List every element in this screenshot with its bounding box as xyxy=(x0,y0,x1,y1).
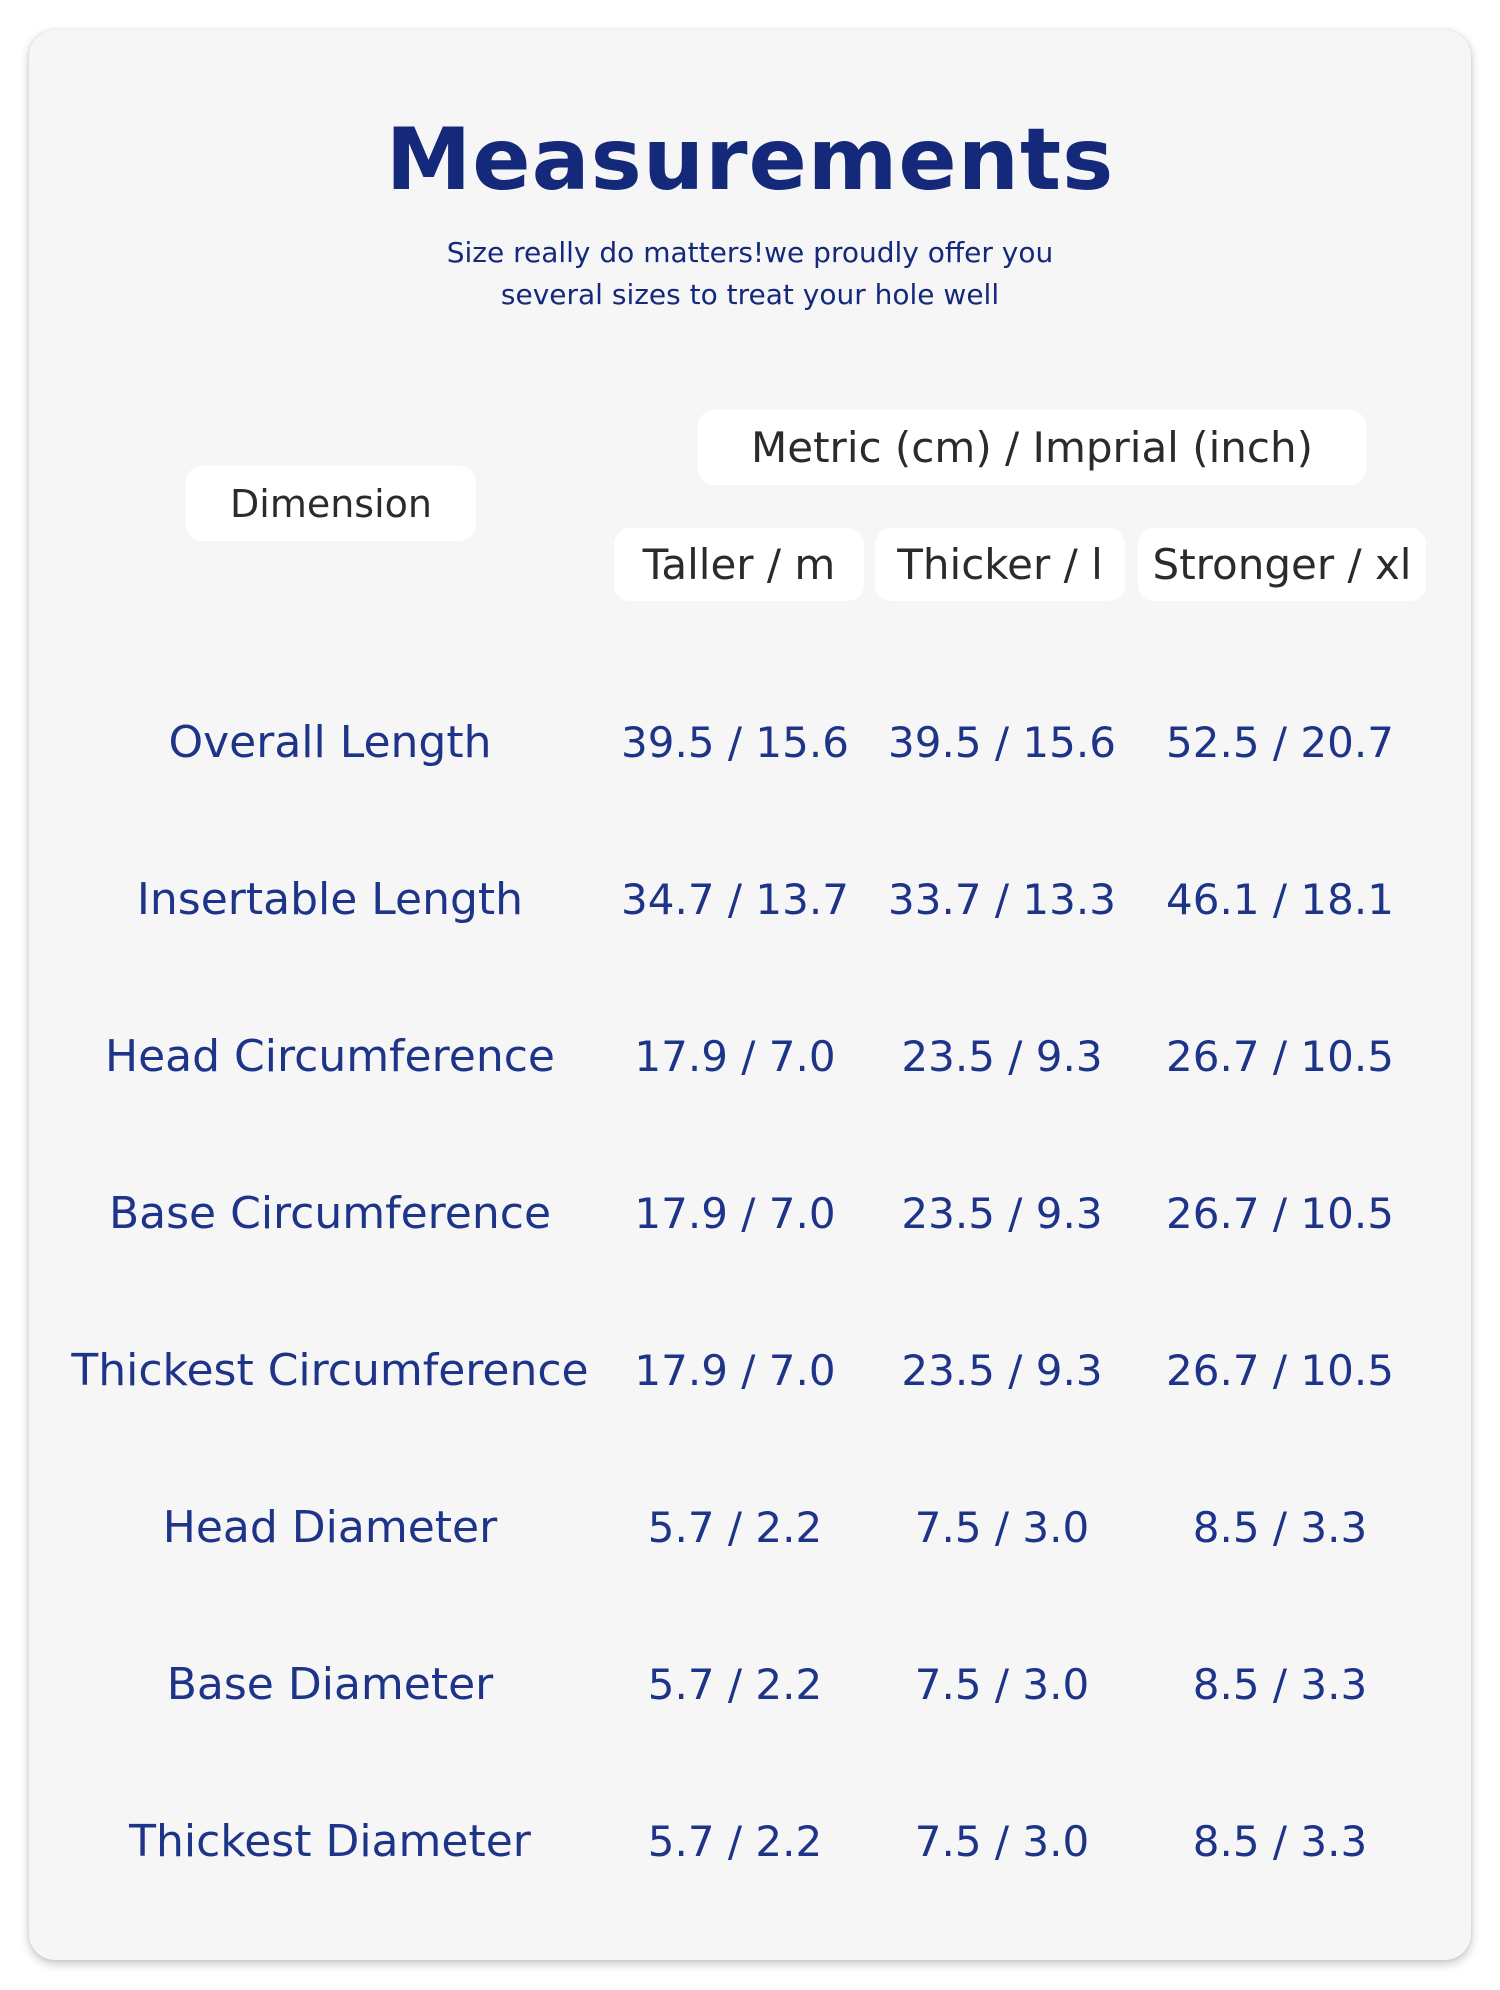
value-thicker: 23.5 / 9.3 xyxy=(901,1188,1103,1238)
table-row xyxy=(0,1801,1500,1881)
page-title: Measurements xyxy=(385,110,1115,210)
row-label: Overall Length xyxy=(168,716,492,768)
value-thicker: 7.5 / 3.0 xyxy=(914,1502,1090,1552)
value-thicker: 7.5 / 3.0 xyxy=(914,1659,1090,1709)
value-taller: 17.9 / 7.0 xyxy=(634,1031,836,1081)
value-taller: 5.7 / 2.2 xyxy=(647,1659,823,1709)
value-stronger: 8.5 / 3.3 xyxy=(1192,1502,1368,1552)
value-taller: 34.7 / 13.7 xyxy=(621,874,849,924)
value-stronger: 8.5 / 3.3 xyxy=(1192,1659,1368,1709)
value-thicker: 23.5 / 9.3 xyxy=(901,1345,1103,1395)
row-label: Insertable Length xyxy=(136,873,524,925)
value-taller: 17.9 / 7.0 xyxy=(634,1345,836,1395)
value-taller: 5.7 / 2.2 xyxy=(647,1816,823,1866)
table-row xyxy=(0,1016,1500,1096)
value-thicker: 23.5 / 9.3 xyxy=(901,1031,1103,1081)
value-thicker: 7.5 / 3.0 xyxy=(914,1816,1090,1866)
value-stronger: 46.1 / 18.1 xyxy=(1166,874,1394,924)
table-row xyxy=(0,702,1500,782)
value-taller: 17.9 / 7.0 xyxy=(634,1188,836,1238)
row-label: Thickest Circumference xyxy=(71,1344,589,1396)
table-row xyxy=(0,1330,1500,1410)
dimension-header: Dimension xyxy=(186,466,476,541)
column-header-stronger: Stronger / xl xyxy=(1138,528,1426,601)
row-label: Base Diameter xyxy=(166,1658,494,1710)
table-row xyxy=(0,1487,1500,1567)
value-stronger: 8.5 / 3.3 xyxy=(1192,1816,1368,1866)
table-row xyxy=(0,859,1500,939)
value-stronger: 26.7 / 10.5 xyxy=(1166,1345,1394,1395)
table-row xyxy=(0,1173,1500,1253)
value-thicker: 33.7 / 13.3 xyxy=(888,874,1116,924)
column-header-thicker: Thicker / l xyxy=(875,528,1125,601)
row-label: Head Circumference xyxy=(105,1030,555,1082)
value-taller: 5.7 / 2.2 xyxy=(647,1502,823,1552)
value-stronger: 52.5 / 20.7 xyxy=(1166,717,1394,767)
page-subtitle xyxy=(0,232,1500,316)
value-taller: 39.5 / 15.6 xyxy=(621,717,849,767)
row-label: Head Diameter xyxy=(162,1501,498,1553)
table-row xyxy=(0,1644,1500,1724)
subtitle-line-1: Size really do matters!we proudly offer you xyxy=(446,236,1054,269)
value-stronger: 26.7 / 10.5 xyxy=(1166,1031,1394,1081)
units-header: Metric (cm) / Imprial (inch) xyxy=(698,410,1366,485)
row-label: Base Circumference xyxy=(108,1187,552,1239)
value-thicker: 39.5 / 15.6 xyxy=(888,717,1116,767)
value-stronger: 26.7 / 10.5 xyxy=(1166,1188,1394,1238)
row-label: Thickest Diameter xyxy=(129,1815,531,1867)
column-header-taller: Taller / m xyxy=(614,528,864,601)
subtitle-line-2: several sizes to treat your hole well xyxy=(500,278,1000,311)
